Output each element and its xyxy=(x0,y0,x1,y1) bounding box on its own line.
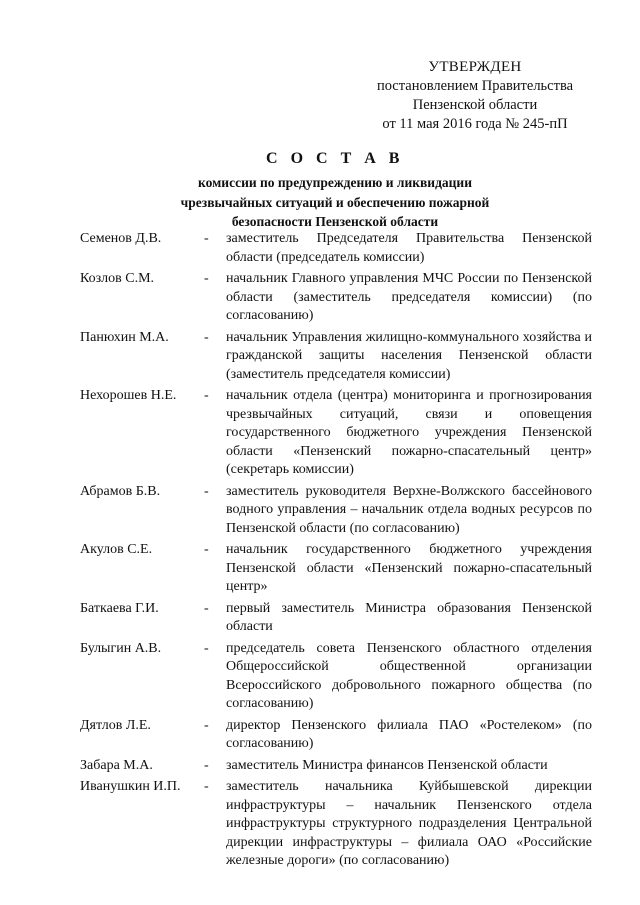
member-name: Дятлов Л.Е. xyxy=(80,717,151,733)
member-name: Панюхин М.А. xyxy=(80,329,169,345)
member-position: начальник государственного бюджетного учреждения Пензенской области «Пензенский пожарно-спасательный центр» xyxy=(226,542,592,594)
member-position: председатель совета Пензенского областного отделения Общероссийской общественной организации Всероссийского добровольного пожарного общества (по согласованию) xyxy=(226,640,592,711)
member-name: Булыгин А.В. xyxy=(80,640,162,656)
approval-line-1: постановлением Правительства xyxy=(376,78,574,94)
member-dash: - xyxy=(204,542,209,557)
member-row xyxy=(80,717,592,754)
member-position: директор Пензенского филиала ПАО «Ростелеком» (по согласованию) xyxy=(226,717,592,751)
member-name: Акулов С.Е. xyxy=(80,542,153,557)
title-line-1: комиссии по предупреждению и ликвидации xyxy=(198,175,472,190)
approval-stamp xyxy=(360,58,590,134)
member-dash: - xyxy=(204,329,209,345)
approval-line-2: Пензенской области xyxy=(412,97,538,113)
member-name: Забара М.А. xyxy=(80,757,153,773)
member-row xyxy=(80,230,592,267)
members-list xyxy=(80,230,592,874)
member-position: начальник Управления жилищно-коммунального хозяйства и гражданской защиты населения Пензенской области (заместитель председателя комиссии) xyxy=(226,329,592,382)
member-dash: - xyxy=(204,271,209,286)
member-row xyxy=(80,757,592,776)
member-position: заместитель начальника Куйбышевской дирекции инфраструктуры – начальник Пензенского отдела инфраструктуры структурного подразделения Центральной дирекции инфраструктуры – филиала ОАО «Российские железные дороги» (по согласованию) xyxy=(226,779,592,868)
member-name: Семенов Д.В. xyxy=(80,231,162,246)
member-position: начальник отдела (центра) мониторинга и прогнозирования чрезвычайных ситуаций, связи и оповещения государственного бюджетного учреждения Пензенской области «Пензенский пожарно-спасательный центр» (секретарь комиссии) xyxy=(226,388,592,477)
member-dash: - xyxy=(204,231,209,246)
member-dash: - xyxy=(204,640,209,656)
member-row xyxy=(80,483,592,539)
member-dash: - xyxy=(204,717,209,733)
member-name: Баткаева Г.И. xyxy=(80,600,159,616)
member-position: заместитель Председателя Правительства Пензенской области (председатель комиссии) xyxy=(226,231,592,265)
member-position: начальник Главного управления МЧС России по Пензенской области (заместитель председателя комиссии) (по согласованию) xyxy=(226,271,592,323)
member-name: Козлов С.М. xyxy=(80,271,155,286)
member-name: Абрамов Б.В. xyxy=(80,483,161,499)
approval-heading: УТВЕРЖДЕН xyxy=(428,59,522,75)
member-dash: - xyxy=(204,757,209,773)
member-dash: - xyxy=(204,388,209,403)
member-name: Иванушкин И.П. xyxy=(80,779,181,794)
member-dash: - xyxy=(204,483,209,499)
document-title xyxy=(80,149,590,232)
title-line-3: безопасности Пензенской области xyxy=(231,214,439,229)
approval-line-3: от 11 мая 2016 года № 245-пП xyxy=(382,116,568,132)
title-main: С О С Т А В xyxy=(266,150,404,167)
member-dash: - xyxy=(204,600,209,616)
member-row xyxy=(80,270,592,326)
member-name: Нехорошев Н.Е. xyxy=(80,388,177,403)
member-row xyxy=(80,600,592,637)
member-row xyxy=(80,541,592,597)
member-row xyxy=(80,387,592,480)
member-position: заместитель Министра финансов Пензенской области xyxy=(226,757,548,773)
member-row xyxy=(80,640,592,714)
title-line-2: чрезвычайных ситуаций и обеспечению пожарной xyxy=(180,194,490,210)
member-position: заместитель руководителя Верхне-Волжского бассейнового водного управления – начальник отдела водных ресурсов по Пензенской области (по согласованию) xyxy=(226,483,592,536)
member-row xyxy=(80,778,592,871)
member-dash: - xyxy=(204,779,209,794)
member-row xyxy=(80,329,592,385)
member-position: первый заместитель Министра образования Пензенской области xyxy=(226,600,592,634)
